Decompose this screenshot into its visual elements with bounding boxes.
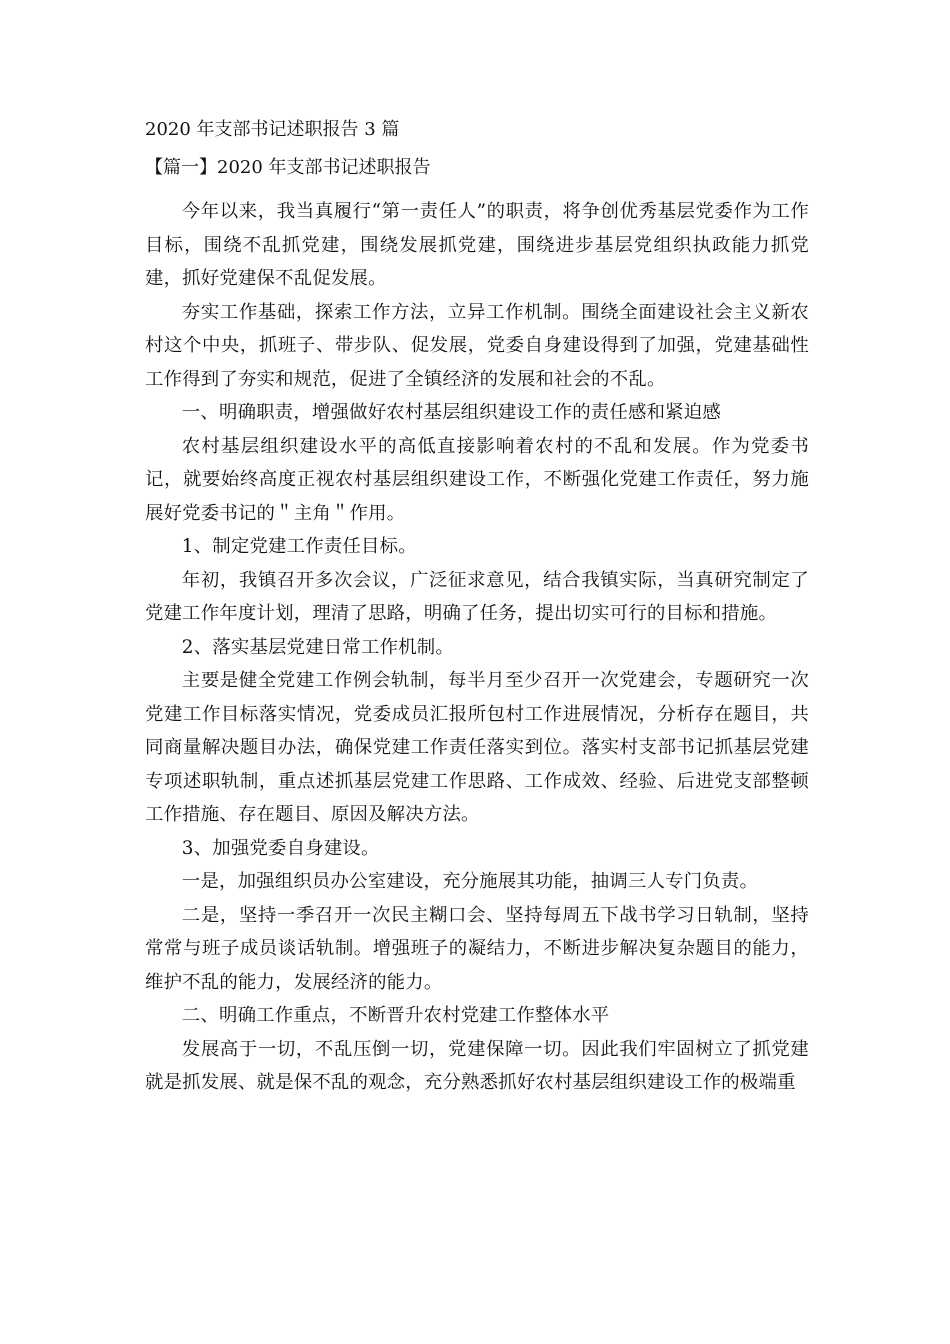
document-body <box>145 195 809 1100</box>
paragraph: 农村基层组织建设水平的高低直接影响着农村的不乱和发展。作为党委书记，就要始终高度正视农村基层组织建设工作，不断强化党建工作责任，努力施展好党委书记的＂主角＂作用。 <box>145 435 809 524</box>
paragraph: 一是，加强组织员办公室建设，充分施展其功能，抽调三人专门负责。 <box>181 871 759 892</box>
item-heading: 3、加强党委自身建设。 <box>181 837 380 859</box>
paragraph: 今年以来，我当真履行“第一责任人”的职责，将争创优秀基层党委作为工作目标，围绕不乱抓党建，围绕发展抓党建，围绕进步基层党组织执政能力抓党建，抓好党建保不乱促发展。 <box>145 201 809 289</box>
paragraph: 夯实工作基础，探索工作方法，立异工作机制。围绕全面建设社会主义新农村这个中央，抓班子、带步队、促发展，党委自身建设得到了加强，党建基础性工作得到了夯实和规范，促进了全镇经济的发展和社会的不乱。 <box>145 301 809 390</box>
section-heading: 二、明确工作重点，不断晋升农村党建工作整体水平 <box>181 1005 610 1026</box>
document-subtitle: 【篇一】2020 年支部书记述职报告 <box>145 157 431 178</box>
paragraph: 主要是健全党建工作例会轨制，每半月至少召开一次党建会，专题研究一次党建工作目标落实情况，党委成员汇报所包村工作进展情况，分析存在题目，共同商量解决题目办法，确保党建工作责任落实到位。落实村支部书记抓基层党建专项述职轨制，重点述抓基层党建工作思路、工作成效、经验、后进党支部整顿工作措施、存在题目、原因及解决方法。 <box>145 670 809 825</box>
paragraph: 二是，坚持一季召开一次民主糊口会、坚持每周五下战书学习日轨制，坚持常常与班子成员谈话轨制。增强班子的凝结力，不断进步解决复杂题目的能力，维护不乱的能力，发展经济的能力。 <box>145 904 809 993</box>
section-heading: 一、明确职责，增强做好农村基层组织建设工作的责任感和紧迫感 <box>181 402 721 423</box>
document-title: 2020 年支部书记述职报告 3 篇 <box>145 119 400 140</box>
paragraph: 年初，我镇召开多次会议，广泛征求意见，结合我镇实际，当真研究制定了党建工作年度计划，理清了思路，明确了任务，提出切实可行的目标和措施。 <box>145 569 809 624</box>
item-heading: 1、制定党建工作责任目标。 <box>181 536 417 557</box>
item-heading: 2、落实基层党建日常工作机制。 <box>181 636 454 658</box>
paragraph: 发展高于一切，不乱压倒一切，党建保障一切。因此我们牢固树立了抓党建就是抓发展、就是保不乱的观念，充分熟悉抓好农村基层组织建设工作的极端重 <box>145 1038 809 1093</box>
